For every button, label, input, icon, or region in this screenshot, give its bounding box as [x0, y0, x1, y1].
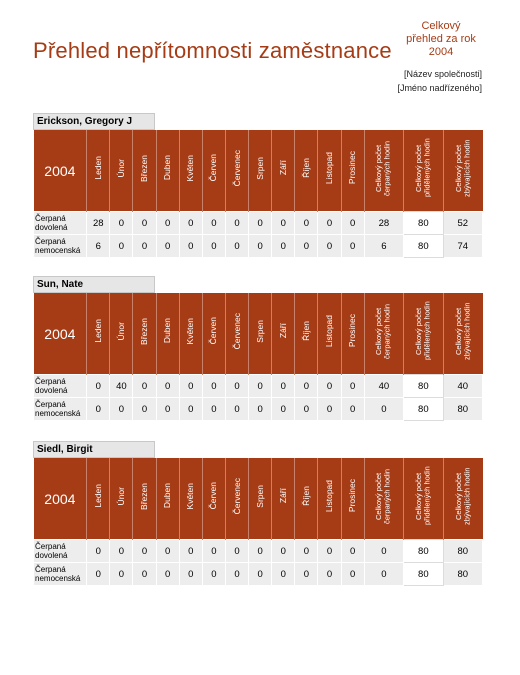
- month-value-cell[interactable]: 0: [202, 398, 225, 421]
- month-label: Březen: [139, 154, 150, 182]
- month-label: Duben: [162, 483, 173, 509]
- month-value-cell[interactable]: 0: [249, 540, 272, 563]
- month-header: [110, 458, 133, 540]
- month-label: Prosinec: [347, 479, 358, 513]
- month-label: Květen: [185, 482, 196, 510]
- month-value-cell[interactable]: 0: [87, 563, 110, 586]
- absence-table: [33, 458, 483, 586]
- month-label: Únor: [115, 321, 126, 341]
- row-label: Čerpaná nemocenská: [34, 398, 87, 421]
- month-value-cell[interactable]: 0: [179, 212, 202, 235]
- total-remaining-cell: 80: [443, 398, 482, 421]
- total-used-label: Celkový počet čerpaných hodin: [374, 303, 392, 359]
- month-value-cell[interactable]: 0: [295, 398, 318, 421]
- month-value-cell[interactable]: 0: [225, 398, 248, 421]
- month-value-cell[interactable]: 0: [225, 540, 248, 563]
- month-value-cell[interactable]: 28: [87, 212, 110, 235]
- total-used-label: Celkový počet čerpaných hodin: [374, 140, 392, 196]
- month-header: [110, 130, 133, 212]
- month-value-cell[interactable]: 0: [295, 540, 318, 563]
- table-row: [34, 375, 483, 398]
- month-label: Listopad: [324, 314, 335, 348]
- manager-name-placeholder[interactable]: [Jméno nadřízeného]: [397, 83, 482, 93]
- month-header: [202, 458, 225, 540]
- month-value-cell[interactable]: 0: [133, 212, 156, 235]
- month-value-cell[interactable]: 0: [202, 235, 225, 258]
- month-label: Září: [277, 323, 288, 339]
- month-value-cell[interactable]: 0: [225, 563, 248, 586]
- total-used-cell: 6: [364, 235, 403, 258]
- table-row: [34, 540, 483, 563]
- total-remaining-cell: 80: [443, 563, 482, 586]
- total-used-cell: 0: [364, 540, 403, 563]
- row-label: Čerpaná dovolená: [34, 375, 87, 398]
- total-remaining-cell: 74: [443, 235, 482, 258]
- total-used-header: [364, 130, 403, 212]
- month-label: Duben: [162, 155, 173, 181]
- month-value-cell[interactable]: 0: [87, 375, 110, 398]
- total-allotted-label: Celkový počet přidělených hodin: [413, 138, 432, 198]
- month-label: Září: [277, 160, 288, 176]
- month-value-cell[interactable]: 0: [156, 398, 179, 421]
- total-remaining-label: Celkový počet zbývajících hodin: [453, 467, 472, 525]
- month-header: [156, 293, 179, 375]
- absence-table: [33, 130, 483, 258]
- month-header: [225, 293, 248, 375]
- month-header: [295, 293, 318, 375]
- month-value-cell[interactable]: 0: [133, 398, 156, 421]
- month-value-cell[interactable]: 0: [133, 540, 156, 563]
- month-value-cell[interactable]: 0: [110, 235, 133, 258]
- total-allotted-header: [404, 130, 443, 212]
- month-header: [179, 293, 202, 375]
- month-value-cell[interactable]: 0: [156, 212, 179, 235]
- month-label: Prosinec: [347, 314, 358, 348]
- month-header: [133, 293, 156, 375]
- month-header: [87, 293, 110, 375]
- row-label: Čerpaná dovolená: [34, 540, 87, 563]
- month-value-cell[interactable]: 0: [87, 540, 110, 563]
- month-label: Březen: [139, 482, 150, 510]
- month-value-cell[interactable]: 0: [110, 563, 133, 586]
- month-label: Září: [277, 488, 288, 504]
- row-label: Čerpaná nemocenská: [34, 563, 87, 586]
- total-remaining-label: Celkový počet zbývajících hodin: [453, 139, 472, 197]
- month-value-cell[interactable]: 0: [202, 563, 225, 586]
- total-allotted-cell[interactable]: 80: [404, 375, 443, 398]
- month-value-cell[interactable]: 0: [341, 235, 364, 258]
- month-header: [202, 293, 225, 375]
- month-header: [295, 458, 318, 540]
- month-header: [272, 293, 295, 375]
- total-remaining-header: [443, 293, 482, 375]
- month-value-cell[interactable]: 0: [179, 563, 202, 586]
- summary-title: Celkový přehled za rok 2004: [406, 20, 476, 58]
- month-label: Srpen: [254, 156, 265, 180]
- month-header: [156, 458, 179, 540]
- month-value-cell[interactable]: 0: [272, 235, 295, 258]
- month-value-cell[interactable]: 0: [110, 398, 133, 421]
- month-header: [87, 458, 110, 540]
- month-label: Únor: [115, 158, 126, 178]
- month-value-cell[interactable]: 40: [110, 375, 133, 398]
- month-label: Leden: [92, 156, 103, 180]
- month-value-cell[interactable]: 0: [249, 398, 272, 421]
- month-header: [295, 130, 318, 212]
- month-label: Březen: [139, 317, 150, 345]
- month-header: [341, 293, 364, 375]
- month-label: Srpen: [254, 319, 265, 343]
- month-header: [179, 458, 202, 540]
- month-header: [110, 293, 133, 375]
- month-value-cell[interactable]: 0: [249, 235, 272, 258]
- month-value-cell[interactable]: 0: [87, 398, 110, 421]
- month-value-cell[interactable]: 0: [341, 375, 364, 398]
- month-value-cell[interactable]: 0: [272, 398, 295, 421]
- total-used-cell: 0: [364, 398, 403, 421]
- month-value-cell[interactable]: 0: [225, 235, 248, 258]
- table-row: [34, 398, 483, 421]
- total-allotted-cell[interactable]: 80: [404, 398, 443, 421]
- month-value-cell[interactable]: 0: [318, 212, 341, 235]
- year-header: 2004: [34, 293, 87, 375]
- table-row: [34, 563, 483, 586]
- total-remaining-cell: 80: [443, 540, 482, 563]
- total-allotted-cell[interactable]: 80: [404, 563, 443, 586]
- month-label: Květen: [185, 317, 196, 345]
- month-value-cell[interactable]: 0: [133, 235, 156, 258]
- total-allotted-header: [404, 293, 443, 375]
- total-used-header: [364, 458, 403, 540]
- employee-block: [33, 441, 483, 586]
- month-value-cell[interactable]: 0: [202, 540, 225, 563]
- month-value-cell[interactable]: 0: [318, 563, 341, 586]
- month-value-cell[interactable]: 0: [249, 212, 272, 235]
- table-row: [34, 235, 483, 258]
- page-title: Přehled nepřítomnosti zaměstnance: [33, 38, 392, 63]
- month-value-cell[interactable]: 0: [272, 212, 295, 235]
- month-value-cell[interactable]: 0: [318, 375, 341, 398]
- month-value-cell[interactable]: 0: [202, 212, 225, 235]
- month-label: Srpen: [254, 484, 265, 508]
- month-value-cell[interactable]: 0: [341, 398, 364, 421]
- employee-name: Sun, Nate: [33, 276, 155, 293]
- month-value-cell[interactable]: 0: [179, 375, 202, 398]
- month-header: [225, 458, 248, 540]
- month-value-cell[interactable]: 0: [202, 375, 225, 398]
- total-allotted-cell[interactable]: 80: [404, 212, 443, 235]
- month-value-cell[interactable]: 0: [156, 235, 179, 258]
- month-label: Květen: [185, 154, 196, 182]
- year-header: 2004: [34, 458, 87, 540]
- absence-table: [33, 293, 483, 421]
- month-value-cell[interactable]: 0: [295, 563, 318, 586]
- total-used-cell: 0: [364, 563, 403, 586]
- row-label: Čerpaná dovolená: [34, 212, 87, 235]
- total-remaining-cell: 52: [443, 212, 482, 235]
- month-label: Červenec: [231, 149, 242, 187]
- total-allotted-cell[interactable]: 80: [404, 540, 443, 563]
- month-header: [133, 458, 156, 540]
- month-label: Duben: [162, 318, 173, 344]
- month-label: Listopad: [324, 479, 335, 513]
- month-header: [87, 130, 110, 212]
- total-remaining-label: Celkový počet zbývajících hodin: [453, 302, 472, 360]
- month-header: [179, 130, 202, 212]
- month-header: [318, 130, 341, 212]
- employee-name: Erickson, Gregory J: [33, 113, 155, 130]
- month-value-cell[interactable]: 0: [110, 540, 133, 563]
- total-allotted-label: Celkový počet přidělených hodin: [413, 301, 432, 361]
- month-header: [249, 458, 272, 540]
- month-value-cell[interactable]: 0: [225, 212, 248, 235]
- table-header-row: [34, 293, 483, 375]
- month-header: [272, 130, 295, 212]
- month-value-cell[interactable]: 0: [249, 563, 272, 586]
- month-label: Červen: [208, 482, 219, 510]
- month-value-cell[interactable]: 0: [318, 398, 341, 421]
- month-label: Červenec: [231, 477, 242, 515]
- month-label: Červen: [208, 154, 219, 182]
- total-remaining-header: [443, 458, 482, 540]
- month-header: [318, 293, 341, 375]
- month-header: [318, 458, 341, 540]
- month-value-cell[interactable]: 0: [133, 375, 156, 398]
- month-value-cell[interactable]: 0: [179, 235, 202, 258]
- total-used-cell: 40: [364, 375, 403, 398]
- month-value-cell[interactable]: 0: [272, 375, 295, 398]
- month-value-cell[interactable]: 0: [156, 375, 179, 398]
- month-value-cell[interactable]: 0: [179, 398, 202, 421]
- total-remaining-header: [443, 130, 482, 212]
- month-label: Červen: [208, 317, 219, 345]
- month-value-cell[interactable]: 0: [272, 540, 295, 563]
- month-label: Listopad: [324, 151, 335, 185]
- month-value-cell[interactable]: 0: [249, 375, 272, 398]
- month-header: [202, 130, 225, 212]
- table-header-row: [34, 130, 483, 212]
- month-header: [272, 458, 295, 540]
- month-value-cell[interactable]: 0: [341, 563, 364, 586]
- month-label: Říjen: [300, 158, 311, 178]
- month-label: Říjen: [300, 321, 311, 341]
- month-value-cell[interactable]: 0: [156, 540, 179, 563]
- employee-block: [33, 113, 483, 258]
- month-header: [341, 130, 364, 212]
- month-header: [341, 458, 364, 540]
- month-value-cell[interactable]: 0: [318, 540, 341, 563]
- month-label: Leden: [92, 319, 103, 343]
- total-used-header: [364, 293, 403, 375]
- total-allotted-cell[interactable]: 80: [404, 235, 443, 258]
- month-value-cell[interactable]: 0: [272, 563, 295, 586]
- row-label: Čerpaná nemocenská: [34, 235, 87, 258]
- month-value-cell[interactable]: 0: [318, 235, 341, 258]
- month-value-cell[interactable]: 0: [179, 540, 202, 563]
- total-allotted-header: [404, 458, 443, 540]
- month-value-cell[interactable]: 0: [110, 212, 133, 235]
- month-label: Červenec: [231, 312, 242, 350]
- employee-block: [33, 276, 483, 421]
- month-header: [133, 130, 156, 212]
- employee-name: Siedl, Birgit: [33, 441, 155, 458]
- month-label: Říjen: [300, 486, 311, 506]
- table-row: [34, 212, 483, 235]
- month-header: [156, 130, 179, 212]
- month-label: Únor: [115, 486, 126, 506]
- total-used-cell: 28: [364, 212, 403, 235]
- month-value-cell[interactable]: 0: [295, 212, 318, 235]
- month-value-cell[interactable]: 6: [87, 235, 110, 258]
- total-remaining-cell: 40: [443, 375, 482, 398]
- month-header: [225, 130, 248, 212]
- month-value-cell[interactable]: 0: [295, 235, 318, 258]
- month-value-cell[interactable]: 0: [225, 375, 248, 398]
- month-value-cell[interactable]: 0: [341, 540, 364, 563]
- month-label: Prosinec: [347, 151, 358, 185]
- month-value-cell[interactable]: 0: [341, 212, 364, 235]
- total-used-label: Celkový počet čerpaných hodin: [374, 468, 392, 524]
- total-allotted-label: Celkový počet přidělených hodin: [413, 466, 432, 526]
- month-value-cell[interactable]: 0: [133, 563, 156, 586]
- month-label: Leden: [92, 484, 103, 508]
- month-value-cell[interactable]: 0: [295, 375, 318, 398]
- table-header-row: [34, 458, 483, 540]
- month-value-cell[interactable]: 0: [156, 563, 179, 586]
- company-name-placeholder[interactable]: [Název společnosti]: [403, 69, 482, 79]
- month-header: [249, 293, 272, 375]
- year-header: 2004: [34, 130, 87, 212]
- month-header: [249, 130, 272, 212]
